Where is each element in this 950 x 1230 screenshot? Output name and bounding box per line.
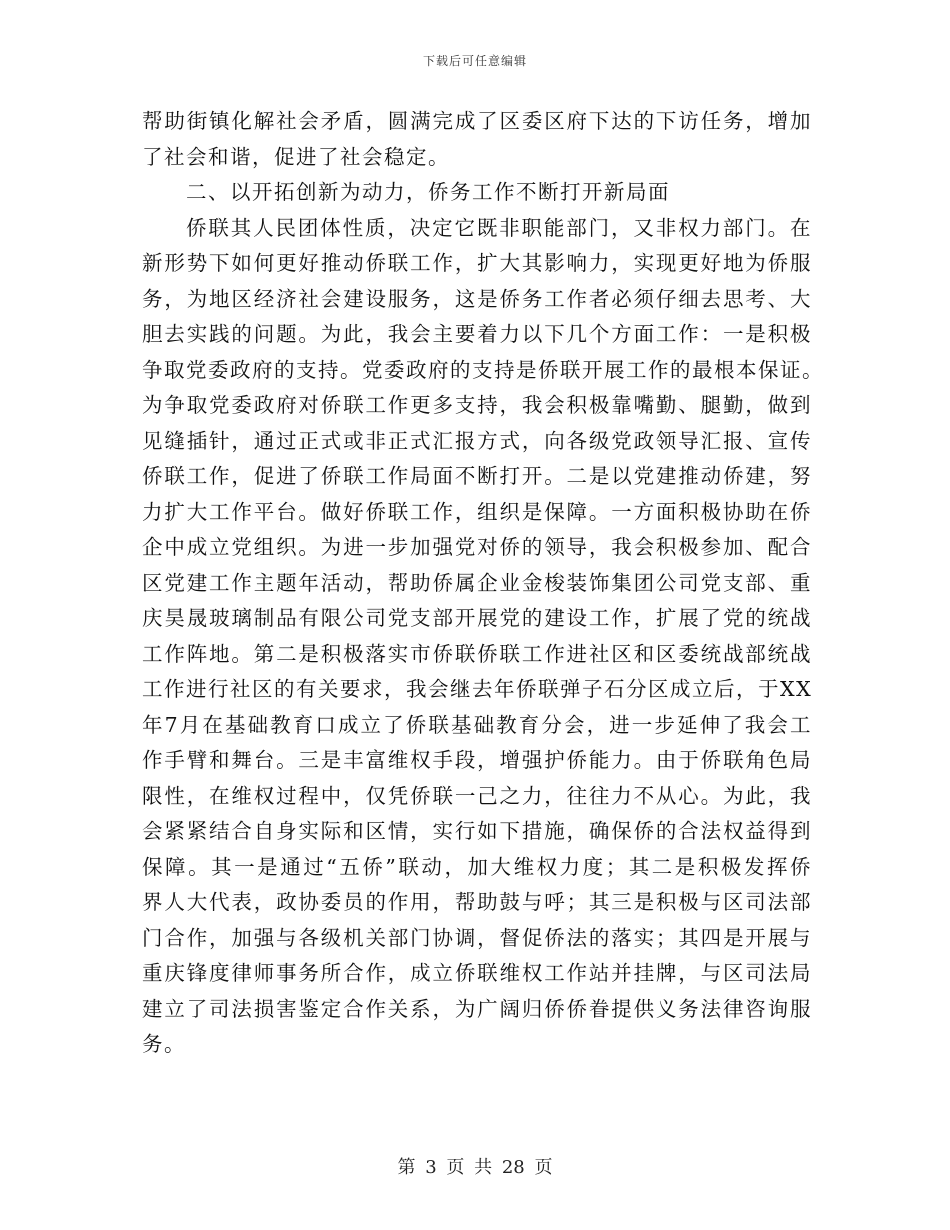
- page-number: 第 3 页 共 28 页: [397, 1157, 553, 1178]
- paragraph-line: 保障。其一是通过“五侨”联动，加大维权力度；其二是积极发挥侨: [142, 854, 812, 879]
- paragraph-line: 务，为地区经济社会建设服务，这是侨务工作者必须仔细去思考、大: [142, 286, 812, 311]
- paragraph-line: 帮助街镇化解社会矛盾，圆满完成了区委区府下达的下访任务，增加: [142, 109, 812, 133]
- paragraph-line: 胆去实践的问题。为此，我会主要着力以下几个方面工作：一是积极: [142, 322, 812, 346]
- paragraph-line: 庆昊晟玻璃制品有限公司党支部开展党的建设工作，扩展了党的统战: [142, 606, 812, 630]
- paragraph-line: 会紧紧结合自身实际和区情，实行如下措施，确保侨的合法权益得到: [142, 819, 812, 843]
- paragraph-line: 争取党委政府的支持。党委政府的支持是侨联开展工作的最根本保证。: [142, 357, 824, 382]
- paragraph-line: 工作阵地。第二是积极落实市侨联侨联工作进社区和区委统战部统战: [142, 641, 812, 666]
- paragraph-line: 务。: [142, 1032, 186, 1056]
- paragraph-line: 力扩大工作平台。做好侨联工作，组织是保障。一方面积极协助在侨: [142, 499, 812, 524]
- paragraph-line: 侨联工作，促进了侨联工作局面不断打开。二是以党建推动侨建，努: [142, 464, 812, 488]
- paragraph-line: 见缝插针，通过正式或非正式汇报方式，向各级党政领导汇报、宣传: [142, 428, 812, 453]
- section-heading: 二、以开拓创新为动力，侨务工作不断打开新局面: [186, 180, 670, 204]
- paragraph-line: 企中成立党组织。为进一步加强党对侨的领导，我会积极参加、配合: [142, 535, 812, 559]
- paragraph-line: 新形势下如何更好推动侨联工作，扩大其影响力，实现更好地为侨服: [142, 251, 812, 275]
- paragraph-line: 了社会和谐，促进了社会稳定。: [142, 144, 450, 169]
- paragraph-line: 年7月在基础教育口成立了侨联基础教育分会，进一步延伸了我会工: [142, 712, 812, 737]
- page-header-note: 下载后可任意编辑: [422, 54, 527, 68]
- paragraph-line: 作手臂和舞台。三是丰富维权手段，增强护侨能力。由于侨联角色局: [142, 748, 812, 772]
- document-body: [142, 104, 824, 1063]
- paragraph-line: 建立了司法损害鉴定合作关系，为广阔归侨侨眷提供义务法律咨询服: [142, 996, 812, 1021]
- paragraph-line: 限性，在维权过程中，仅凭侨联一己之力，往往力不从心。为此，我: [142, 783, 812, 808]
- paragraph-line: 门合作，加强与各级机关部门协调，督促侨法的落实；其四是开展与: [142, 925, 812, 950]
- paragraph-line: 重庆锋度律师事务所合作，成立侨联维权工作站并挂牌，与区司法局: [142, 961, 812, 985]
- paragraph-line: 为争取党委政府对侨联工作更多支持，我会积极靠嘴勤、腿勤，做到: [142, 393, 812, 417]
- paragraph-line: 工作进行社区的有关要求，我会继去年侨联弹子石分区成立后，于XX: [142, 677, 813, 701]
- paragraph-line: 界人大代表，政协委员的作用，帮助鼓与呼；其三是积极与区司法部: [142, 890, 812, 914]
- paragraph-line: 侨联其人民团体性质，决定它既非职能部门，又非权力部门。在: [186, 215, 812, 240]
- paragraph-line: 区党建工作主题年活动，帮助侨属企业金梭装饰集团公司党支部、重: [142, 570, 812, 595]
